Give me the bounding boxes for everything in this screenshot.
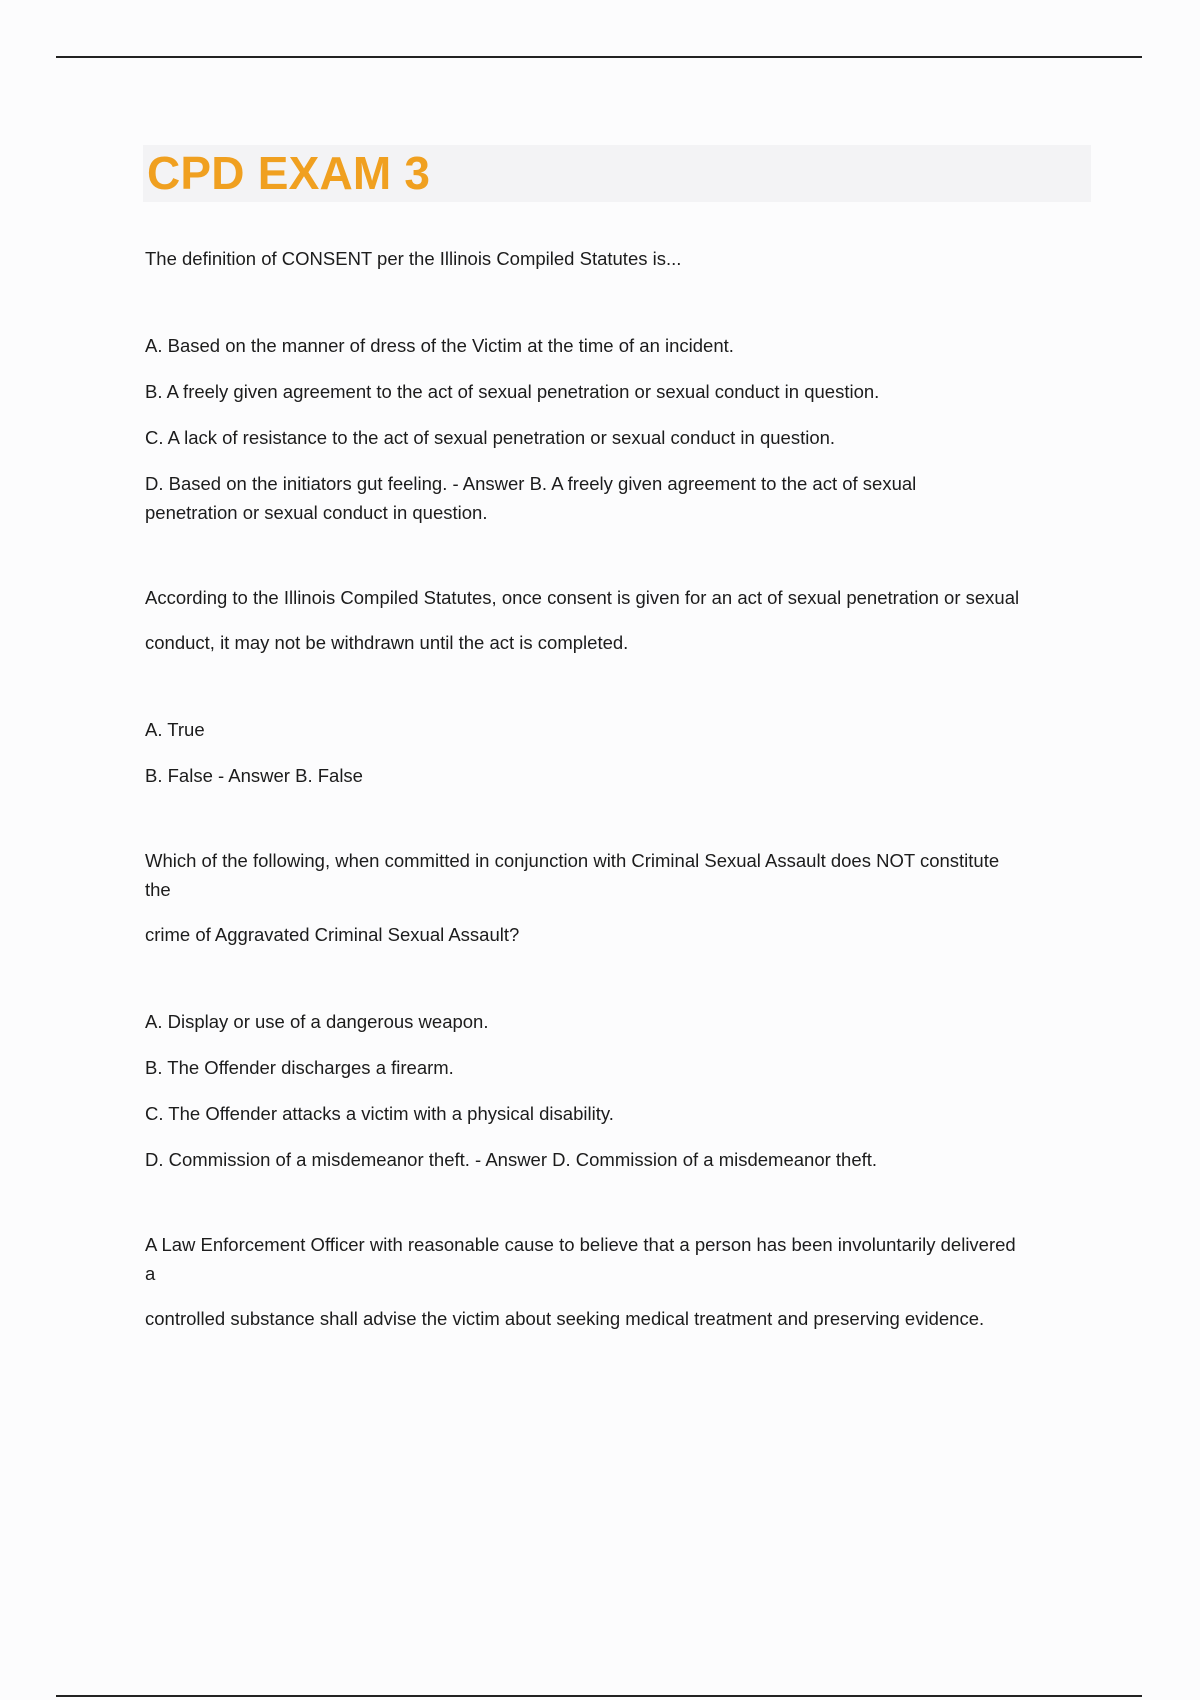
question-stem-continued: crime of Aggravated Criminal Sexual Assault?: [145, 924, 520, 945]
answer-option: D. Commission of a misdemeanor theft. - Answer D. Commission of a misdemeanor theft.: [145, 1149, 878, 1170]
question-stem: Which of the following, when committed in conjunction with Criminal Sexual Assault does NOT constitute the: [145, 850, 1000, 900]
question-stem: According to the Illinois Compiled Statutes, once consent is given for an act of sexual penetration or sexual: [145, 587, 1020, 608]
answer-option: C. A lack of resistance to the act of sexual penetration or sexual conduct in question.: [145, 427, 836, 448]
bottom-divider: [56, 1695, 1142, 1697]
question-3: [145, 846, 1085, 1174]
question-2: [145, 583, 1085, 790]
answer-options: [145, 715, 1085, 790]
answer-options: [145, 331, 1085, 527]
answer-options: [145, 1007, 1085, 1174]
answer-option: B. The Offender discharges a firearm.: [145, 1057, 454, 1078]
question-4: [145, 1230, 1085, 1333]
top-divider: [56, 56, 1142, 58]
answer-option: D. Based on the initiators gut feeling. - Answer B. A freely given agreement to the act of sexual penetration or sexual conduct in question.: [145, 473, 917, 523]
answer-option: B. False - Answer B. False: [145, 765, 363, 786]
answer-option: A. Display or use of a dangerous weapon.: [145, 1011, 489, 1032]
question-stem-continued: controlled substance shall advise the victim about seeking medical treatment and preserving evidence.: [145, 1308, 985, 1329]
answer-option: A. Based on the manner of dress of the Victim at the time of an incident.: [145, 335, 734, 356]
question-stem-continued: conduct, it may not be withdrawn until the act is completed.: [145, 632, 629, 653]
answer-option: C. The Offender attacks a victim with a physical disability.: [145, 1103, 614, 1124]
question-stem: The definition of CONSENT per the Illinois Compiled Statutes is...: [145, 248, 682, 269]
document-title: CPD EXAM 3: [147, 147, 431, 199]
question-stem: A Law Enforcement Officer with reasonable cause to believe that a person has been involuntarily delivered a: [145, 1234, 1016, 1284]
answer-option: A. True: [145, 719, 205, 740]
answer-option: B. A freely given agreement to the act of sexual penetration or sexual conduct in question.: [145, 381, 880, 402]
question-list: [145, 244, 1085, 1389]
question-1: [145, 244, 1085, 527]
